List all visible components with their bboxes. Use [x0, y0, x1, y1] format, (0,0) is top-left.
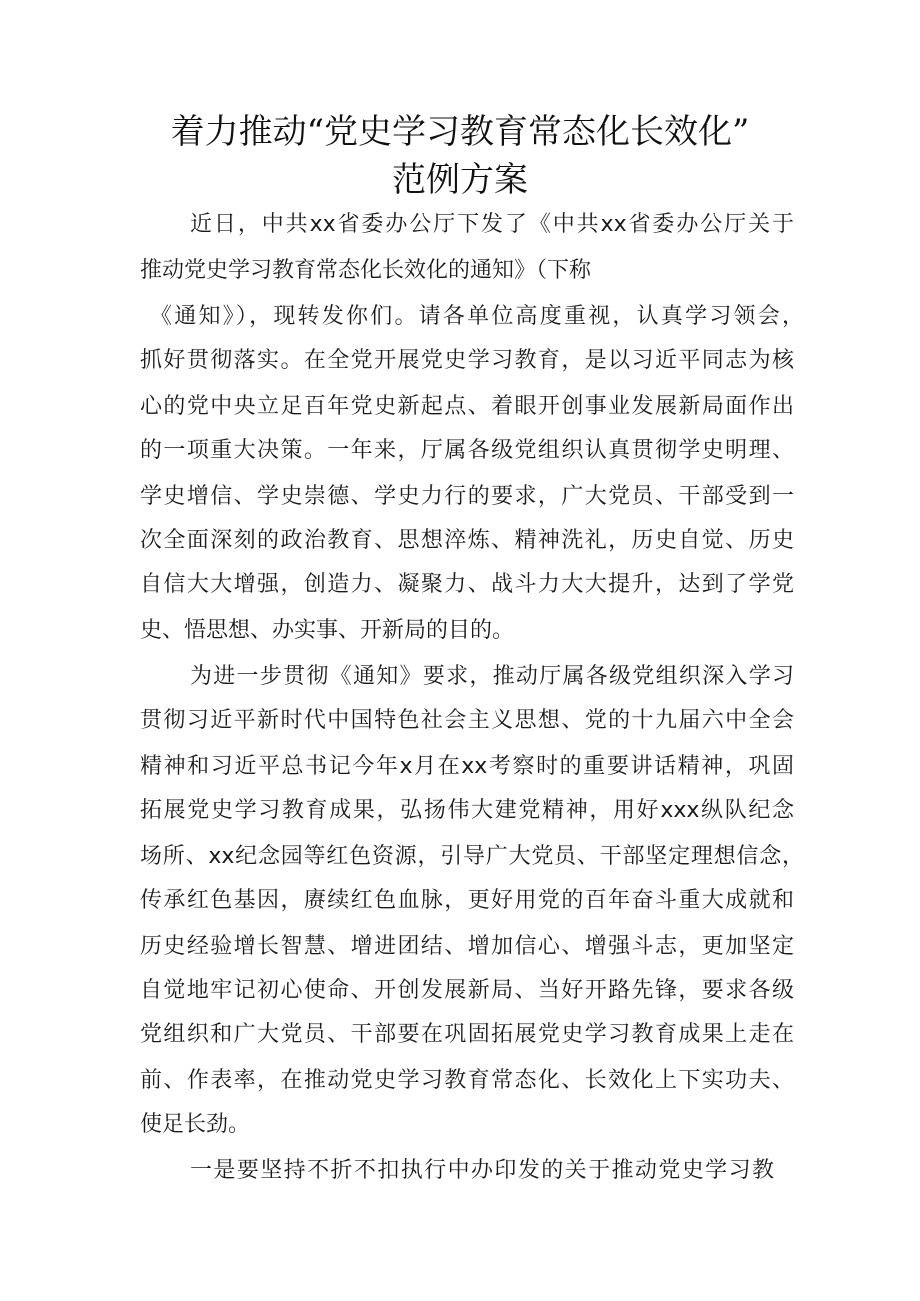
- body-line: 史、悟思想、办实事、开新局的目的。: [140, 618, 515, 643]
- body-line: 一是要坚持不折不扣执行中办印发的关于推动党史学习教: [190, 1158, 774, 1183]
- body-line: 学史增信、学史崇德、学史力行的要求，广大党员、干部受到一: [140, 484, 794, 509]
- body-line: 《通知》），现转发你们。请各单位高度重视，认真学习领会，: [150, 304, 804, 329]
- body-line: 自觉地牢记初心使命、开创发展新局、当好开路先锋，要求各级: [140, 978, 794, 1003]
- body-line: 次全面深刻的政治教育、思想淬炼、精神洗礼，历史自觉、历史: [140, 528, 794, 553]
- body-line: 近日，中共xx省委办公厅下发了《中共xx省委办公厅关于: [190, 212, 794, 237]
- body-line: 贯彻习近平新时代中国特色社会主义思想、党的十九届六中全会: [140, 708, 794, 733]
- body-line: 拓展党史学习教育成果，弘扬伟大建党精神，用好xxx纵队纪念: [140, 798, 794, 823]
- body-line: 传承红色基因，赓续红色血脉，更好用党的百年奋斗重大成就和: [140, 888, 794, 913]
- body-line: 党组织和广大党员、干部要在巩固拓展党史学习教育成果上走在: [140, 1022, 794, 1047]
- body-line: 自信大大增强，创造力、凝聚力、战斗力大大提升，达到了学党: [140, 572, 794, 597]
- body-line: 使足长劲。: [140, 1112, 251, 1137]
- body-line: 的一项重大决策。一年来，厅属各级党组织认真贯彻学史明理、: [140, 438, 794, 463]
- body-line: 历史经验增长智慧、增进团结、增加信心、增强斗志，更加坚定: [140, 934, 794, 959]
- document-title-subline: 范例方案: [392, 160, 528, 200]
- body-line: 场所、xx纪念园等红色资源，引导广大党员、干部坚定理想信念，: [140, 844, 804, 869]
- document-title: 着力推动“党史学习教育常态化长效化”: [170, 112, 750, 152]
- body-line: 抓好贯彻落实。在全党开展党史学习教育，是以习近平同志为核: [140, 348, 794, 373]
- body-line: 推动党史学习教育常态化长效化的通知》（下称: [140, 258, 592, 283]
- body-line: 前、作表率，在推动党史学习教育常态化、长效化上下实功夫、: [140, 1068, 794, 1093]
- body-line: 精神和习近平总书记今年x月在xx考察时的重要讲话精神，巩固: [140, 754, 794, 779]
- body-line: 为进一步贯彻《通知》要求，推动厅属各级党组织深入学习: [190, 664, 794, 689]
- body-line: 心的党中央立足百年党史新起点、着眼开创事业发展新局面作出: [140, 394, 794, 419]
